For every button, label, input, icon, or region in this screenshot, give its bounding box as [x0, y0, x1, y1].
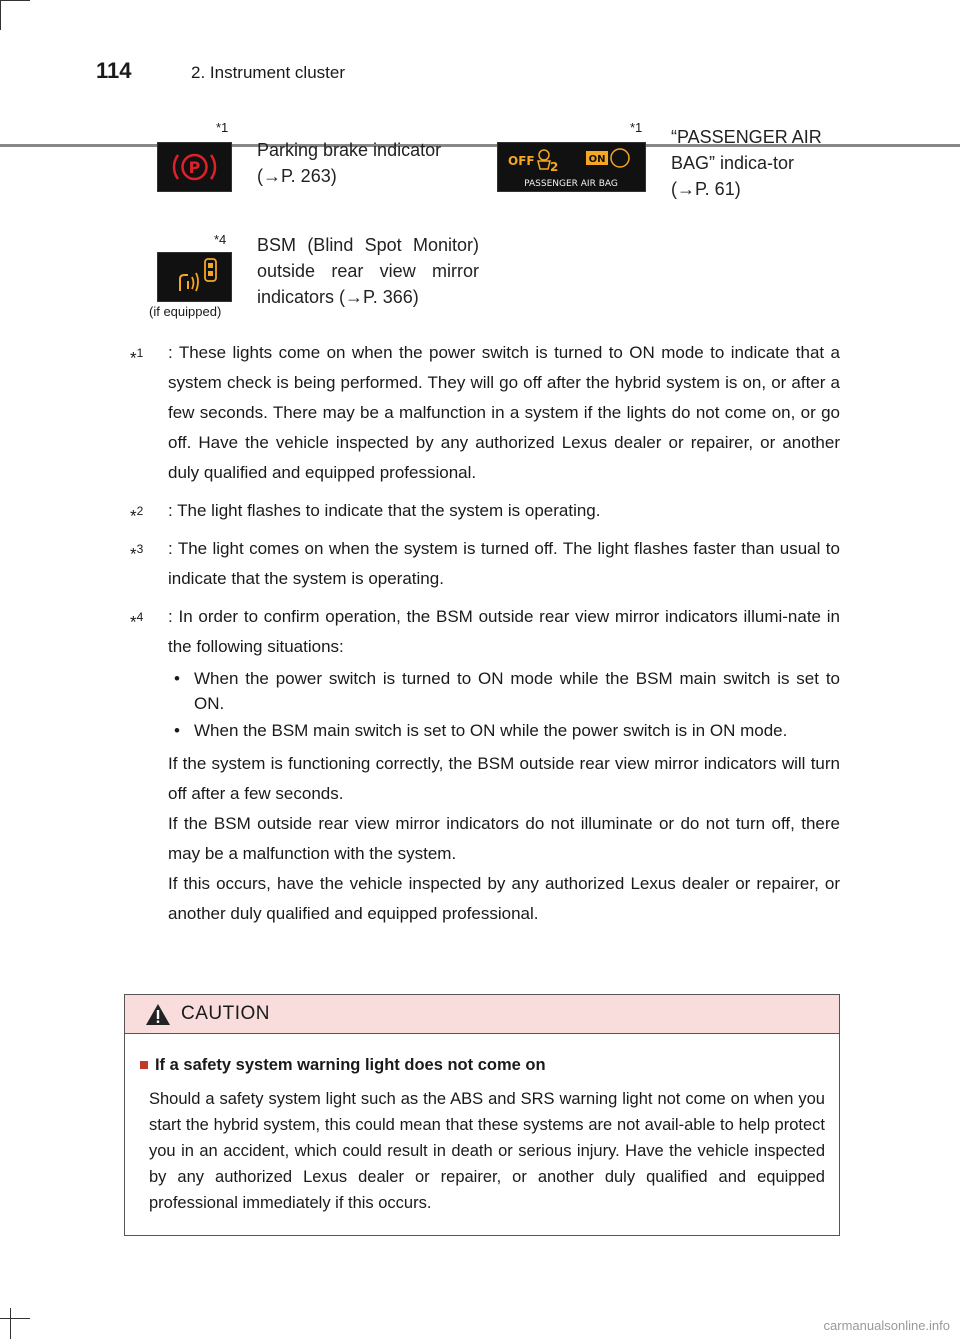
if-equipped-note: (if equipped) [149, 304, 222, 319]
footnote-mark: * [130, 544, 137, 564]
footnote-text: : These lights come on when the power switch is turned to ON mode to indicate that a system check is being performed. They will go off after the hybrid system is on, or after a few seconds. There may be a malfunction in a system if the lights do not come on, or go off. Have the vehicle inspected by any authorized Lexus dealer or repairer, or another duly qualified and equipped professional. [168, 343, 840, 482]
paragraph: If the system is functioning correctly, the BSM outside rear view mirror indicators will turn off after a few seconds. [168, 754, 840, 803]
caution-header [125, 995, 839, 1034]
parking-brake-icon [157, 142, 232, 192]
list-item: • When the BSM main switch is set to ON while the power switch is in ON mode. [168, 718, 840, 743]
warning-triangle-icon [145, 1003, 171, 1026]
airbag-num-text: 2 [550, 160, 559, 174]
footnote-2 [130, 496, 840, 526]
list-item: • When the power switch is turned to ON mode while the BSM main switch is set to ON. [168, 666, 840, 716]
footnote-mark: * [130, 506, 137, 526]
footnote-4-bullets [168, 666, 840, 743]
caution-box [124, 994, 840, 1236]
footnote-3 [130, 534, 840, 594]
parking-brake-label: Parking brake indicator (→P. 263) [257, 140, 442, 186]
passenger-airbag-icon [497, 142, 646, 192]
footnote-text: : The light comes on when the system is turned off. The light flashes faster than usual to indicate that the system is operating. [168, 539, 840, 588]
indicator-footnote-mark: *1 [216, 120, 229, 135]
indicator-footnote-mark: *4 [214, 232, 227, 247]
crop-mark [10, 1308, 11, 1339]
footnote-number: 3 [136, 542, 144, 556]
footnote-1 [130, 338, 840, 488]
airbag-caption-text: PASSENGER AIR BAG [524, 179, 618, 189]
paragraph: If this occurs, have the vehicle inspected by any authorized Lexus dealer or repairer, or another duly qualified and equipped professional. [168, 874, 840, 923]
paragraph: If the BSM outside rear view mirror indicators do not illuminate or do not turn off, there may be a malfunction with the system. [168, 814, 840, 863]
crop-mark [0, 0, 30, 1]
footnote-number: 1 [136, 346, 144, 360]
caution-subheading-text: If a safety system warning light does not come on [154, 1056, 546, 1074]
footnotes [130, 338, 840, 937]
footnote-number: 4 [136, 610, 144, 624]
footnote-4 [130, 602, 840, 929]
section-title: 2. Instrument cluster [191, 63, 346, 82]
footnote-number: 2 [136, 504, 144, 518]
crop-mark [0, 0, 1, 30]
crop-mark [0, 1318, 30, 1319]
caution-body [125, 1034, 839, 1216]
square-bullet-icon: ■ [139, 1056, 149, 1074]
site-watermark: carmanualsonline.info [823, 1318, 950, 1333]
footnote-text: : The light flashes to indicate that the system is operating. [168, 501, 601, 520]
caution-title: CAUTION [181, 1003, 270, 1024]
svg-text:P: P [188, 158, 201, 177]
passenger-airbag-label: “PASSENGER AIR BAG” indica-tor (→P. 61) [671, 127, 822, 199]
bsm-icon [157, 252, 232, 302]
caution-subheading [139, 1052, 825, 1078]
airbag-off-text: OFF [508, 154, 535, 168]
bsm-label: BSM (Blind Spot Monitor) outside rear view mirror indicators (→P. 366) [257, 235, 479, 307]
page-header [0, 52, 960, 96]
footnote-text: : In order to confirm operation, the BSM outside rear view mirror indicators illumi-nate in the following situations: [168, 607, 840, 656]
caution-text: Should a safety system light such as the ABS and SRS warning light not come on when you start the hybrid system, this could mean that these systems are not avail-able to help protect you in an accident, which could result in death or serious injury. Have the vehicle inspected by any authorized Lexus dealer or repairer, or another duly qualified and equipped professional immediately if this occurs. [149, 1090, 825, 1212]
footnote-mark: * [130, 348, 137, 368]
indicator-footnote-mark: *1 [630, 120, 643, 135]
airbag-on-text: ON [588, 154, 606, 165]
footnote-mark: * [130, 612, 137, 632]
page-number: 114 [96, 58, 132, 83]
